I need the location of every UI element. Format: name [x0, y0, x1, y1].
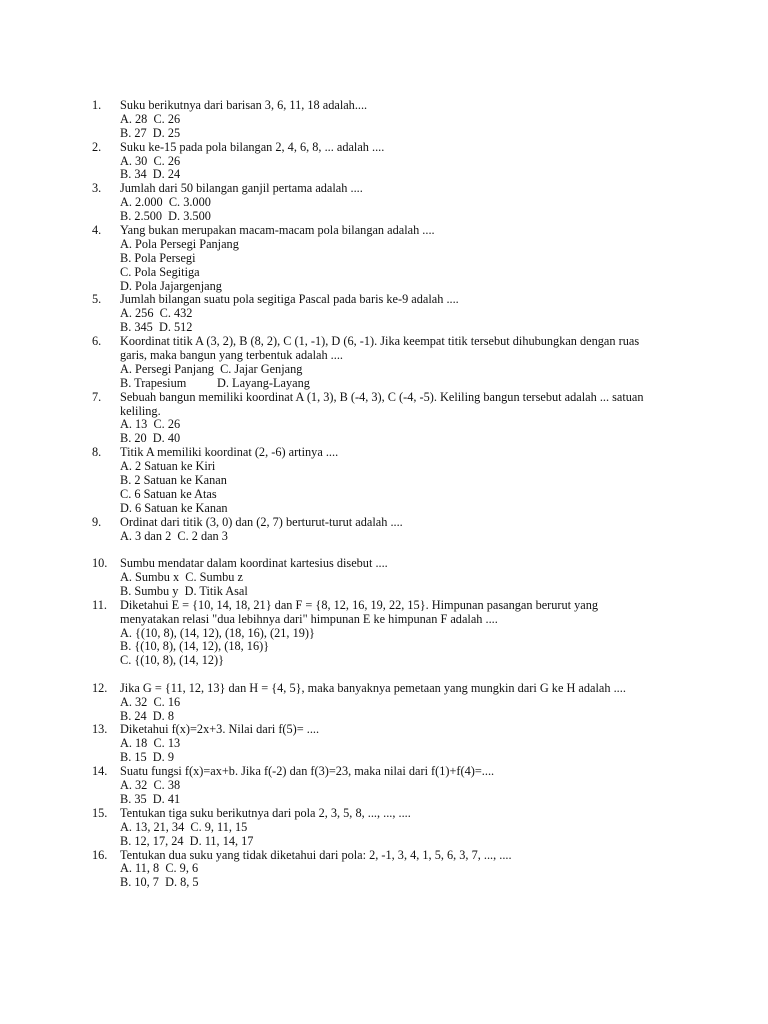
question-number: 10. — [92, 556, 108, 571]
question-number: 6. — [92, 334, 102, 349]
answer-option: C. Pola Segitiga — [120, 264, 200, 279]
question-text: Yang bukan merupakan macam-macam pola bilangan adalah .... — [120, 223, 435, 238]
answer-option: B. Sumbu y D. Titik Asal — [120, 583, 248, 598]
question-body — [120, 182, 682, 224]
answer-option: B. Trapesium D. Layang-Layang — [120, 375, 310, 390]
question-text: Tentukan tiga suku berikutnya dari pola 2, 3, 5, 8, ..., ..., .... — [120, 805, 411, 820]
question-number: 12. — [92, 680, 108, 695]
answer-option: B. 2.500 D. 3.500 — [120, 209, 211, 224]
answer-option: A. 32 C. 38 — [120, 778, 181, 793]
question-text: Jumlah bilangan suatu pola segitiga Pascal pada baris ke-9 adalah .... — [120, 292, 459, 307]
question-item — [92, 446, 682, 515]
question-number: 7. — [92, 389, 102, 404]
question-item — [92, 516, 682, 544]
question-text: Sumbu mendatar dalam koordinat kartesius disebut .... — [120, 556, 388, 571]
question-text: Suku ke-15 pada pola bilangan 2, 4, 6, 8, ... adalah .... — [120, 139, 385, 154]
answer-option: A. Persegi Panjang C. Jajar Genjang — [120, 361, 303, 376]
question-body — [120, 335, 682, 391]
answer-option: D. 6 Satuan ke Kanan — [120, 500, 228, 515]
question-text: Suku berikutnya dari barisan 3, 6, 11, 18 adalah.... — [120, 98, 368, 112]
question-text: Diketahui E = {10, 14, 18, 21} dan F = {8, 12, 16, 19, 22, 15}. Himpunan pasangan berurut yang — [120, 597, 599, 612]
question-item — [92, 807, 682, 849]
question-number: 3. — [92, 181, 102, 196]
answer-option: A. 18 C. 13 — [120, 736, 181, 751]
answer-option: A. 256 C. 432 — [120, 306, 193, 321]
question-item — [92, 723, 682, 765]
question-number: 5. — [92, 292, 102, 307]
answer-option: A. {(10, 8), (14, 12), (18, 16), (21, 19)} — [120, 625, 315, 640]
question-item — [92, 682, 682, 724]
question-item — [92, 224, 682, 293]
question-number: 8. — [92, 445, 102, 460]
answer-option: A. 2.000 C. 3.000 — [120, 195, 211, 210]
question-text: Tentukan dua suku yang tidak diketahui dari pola: 2, -1, 3, 4, 1, 5, 6, 3, 7, ..., .... — [120, 847, 512, 862]
question-body — [120, 99, 682, 141]
question-body — [120, 849, 682, 891]
answer-option: A. 32 C. 16 — [120, 694, 181, 709]
question-body — [120, 682, 682, 724]
question-text: Jumlah dari 50 bilangan ganjil pertama adalah .... — [120, 181, 363, 196]
question-item — [92, 293, 682, 335]
question-body — [120, 446, 682, 515]
question-number: 13. — [92, 722, 108, 737]
answer-option: B. 20 D. 40 — [120, 431, 181, 446]
question-item — [92, 849, 682, 891]
question-item — [92, 182, 682, 224]
question-number: 14. — [92, 764, 108, 779]
question-item — [92, 141, 682, 183]
question-item — [92, 99, 682, 141]
answer-option: A. 3 dan 2 C. 2 dan 3 — [120, 528, 228, 543]
question-number: 2. — [92, 139, 102, 154]
answer-option: B. {(10, 8), (14, 12), (18, 16)} — [120, 639, 270, 654]
answer-option: A. 13, 21, 34 C. 9, 11, 15 — [120, 819, 248, 834]
answer-option: C. 6 Satuan ke Atas — [120, 486, 217, 501]
question-number: 9. — [92, 514, 102, 529]
question-text: keliling. — [120, 403, 161, 418]
answer-option: B. 35 D. 41 — [120, 791, 181, 806]
answer-option: B. 34 D. 24 — [120, 167, 181, 182]
answer-option: A. 2 Satuan ke Kiri — [120, 459, 216, 474]
question-text: Titik A memiliki koordinat (2, -6) artinya .... — [120, 445, 339, 460]
answer-option: B. 24 D. 8 — [120, 708, 174, 723]
answer-option: A. 11, 8 C. 9, 6 — [120, 861, 199, 876]
question-body — [120, 141, 682, 183]
question-text: menyatakan relasi "dua lebihnya dari" himpunan E ke himpunan F adalah .... — [120, 611, 498, 626]
question-item — [92, 335, 682, 391]
question-number: 1. — [92, 98, 102, 112]
answer-option: B. 12, 17, 24 D. 11, 14, 17 — [120, 833, 254, 848]
question-item — [92, 765, 682, 807]
question-text: garis, maka bangun yang terbentuk adalah .... — [120, 348, 343, 363]
question-number: 4. — [92, 223, 102, 238]
question-body — [120, 599, 682, 668]
question-item — [92, 557, 682, 599]
question-body — [120, 293, 682, 335]
question-body — [120, 391, 682, 447]
answer-option: A. 28 C. 26 — [120, 111, 181, 126]
question-item — [92, 391, 682, 447]
question-body — [120, 723, 682, 765]
question-number: 16. — [92, 847, 108, 862]
question-body — [120, 557, 682, 599]
answer-option: A. Pola Persegi Panjang — [120, 236, 239, 251]
question-body — [120, 516, 682, 544]
question-body — [120, 765, 682, 807]
question-number: 15. — [92, 805, 108, 820]
answer-option: B. 2 Satuan ke Kanan — [120, 473, 227, 488]
answer-option: A. 30 C. 26 — [120, 153, 181, 168]
answer-option: B. 27 D. 25 — [120, 125, 181, 140]
answer-option: B. 15 D. 9 — [120, 750, 174, 765]
answer-option: A. Sumbu x C. Sumbu z — [120, 569, 243, 584]
question-item — [92, 599, 682, 668]
answer-option: B. 10, 7 D. 8, 5 — [120, 875, 199, 890]
question-text: Sebuah bangun memiliki koordinat A (1, 3), B (-4, 3), C (-4, -5). Keliling bangun tersebut adalah ... satuan — [120, 389, 644, 404]
question-text: Jika G = {11, 12, 13} dan H = {4, 5}, maka banyaknya pemetaan yang mungkin dari G ke H adalah .... — [120, 680, 626, 695]
answer-option: A. 13 C. 26 — [120, 417, 181, 432]
question-number: 11. — [92, 597, 107, 612]
answer-option: B. 345 D. 512 — [120, 320, 193, 335]
answer-option: B. Pola Persegi — [120, 250, 196, 265]
answer-option: C. {(10, 8), (14, 12)} — [120, 653, 225, 668]
question-text: Diketahui f(x)=2x+3. Nilai dari f(5)= .... — [120, 722, 320, 737]
question-body — [120, 807, 682, 849]
answer-option: D. Pola Jajargenjang — [120, 278, 222, 293]
question-body — [120, 224, 682, 293]
question-text: Koordinat titik A (3, 2), B (8, 2), C (1, -1), D (6, -1). Jika keempat titik tersebut dihubungkan dengan ruas — [120, 334, 640, 349]
question-text: Ordinat dari titik (3, 0) dan (2, 7) berturut-turut adalah .... — [120, 514, 403, 529]
question-list — [92, 99, 682, 890]
question-text: Suatu fungsi f(x)=ax+b. Jika f(-2) dan f(3)=23, maka nilai dari f(1)+f(4)=.... — [120, 764, 495, 779]
